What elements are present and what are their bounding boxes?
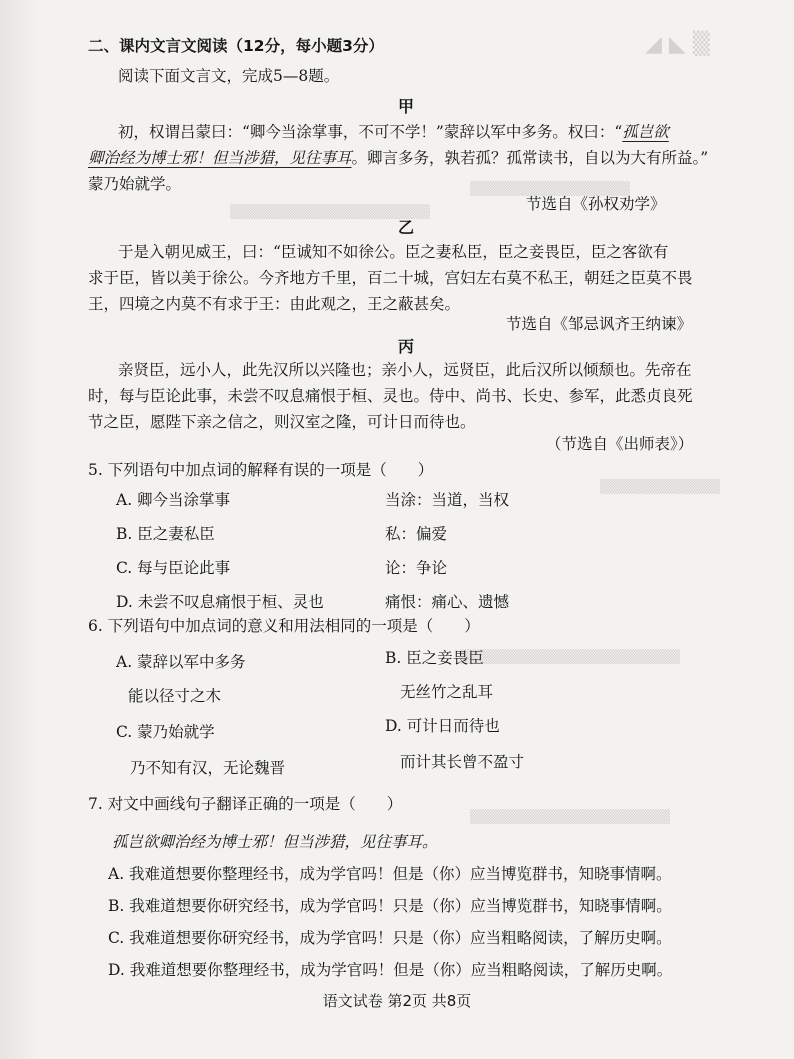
- q7-option-b: B. 我难道想要你研究经书，成为学官吗！只是（你）应当博览群书，知晓事情啊。: [108, 897, 672, 915]
- q6-option-d-pair: 而计其长曾不盈寸: [400, 753, 525, 771]
- q6-option-a-pair: 能以径寸之木: [128, 687, 222, 705]
- q5-option-d-explanation: 痛恨：痛心、遗憾: [385, 593, 510, 611]
- q5-option-b: B. 臣之妻私臣: [116, 525, 215, 543]
- q7-option-d: D. 我难道想要你整理经书，成为学官吗！但是（你）应当粗略阅读，了解历史啊。: [108, 961, 673, 979]
- q7-stem: 7. 对文中画线句子翻译正确的一项是（ ）: [88, 795, 403, 813]
- bleed-through-text: ▒▒▒▒▒▒▒▒▒▒▒▒▒▒▒▒: [470, 182, 630, 197]
- passage-bing-source: （节选自《出师表》）: [546, 435, 694, 453]
- passage-jia-line2: [88, 146, 708, 168]
- q6-option-c-pair: 乃不知有汉，无论魏晋: [130, 759, 286, 777]
- passage-jia-line3: 蒙乃始就学。: [88, 175, 182, 193]
- q6-stem: 6. 下列语句中加点词的意义和用法相同的一项是（ ）: [88, 617, 480, 635]
- q6-option-a: A. 蒙辞以军中多务: [116, 653, 246, 671]
- q7-option-c: C. 我难道想要你研究经书，成为学官吗！只是（你）应当粗略阅读，了解历史啊。: [108, 929, 672, 947]
- underlined-sentence: 卿治经为博士邪！但当涉猎，见往事耳: [88, 149, 352, 167]
- instruction-text: 阅读下面文言文，完成5—8题。: [118, 67, 340, 85]
- passage-jia-line2-text: 。卿言多务，孰若孤？孤常读书，自以为大有所益。”: [351, 149, 709, 167]
- q5-option-c: C. 每与臣论此事: [116, 559, 231, 577]
- bleed-through-text: ▒▒▒▒▒▒▒▒▒▒▒▒▒▒▒▒▒▒▒▒: [230, 205, 430, 220]
- passage-bing-line3: 节之臣，愿陛下亲之信之，则汉室之隆，可计日而待也。: [88, 413, 476, 431]
- passage-bing-line2: 时，每与臣论此事，未尝不叹息痛恨于桓、灵也。侍中、尚书、长史、参军，此悉贞良死: [88, 387, 693, 405]
- q7-option-a: A. 我难道想要你整理经书，成为学官吗！但是（你）应当博览群书，知晓事情啊。: [108, 865, 672, 883]
- passage-bing-line1: 亲贤臣，远小人，此先汉所以兴隆也；亲小人，远贤臣，此后汉所以倾颓也。先帝在: [118, 361, 692, 379]
- q5-stem: 5. 下列语句中加点词的解释有误的一项是（ ）: [88, 461, 434, 479]
- q6-option-b: B. 臣之妾畏臣: [385, 649, 484, 667]
- bleed-through-text: ▒▒▒▒▒▒▒▒▒▒▒▒▒▒▒▒▒▒▒▒▒▒: [460, 650, 680, 665]
- q5-option-a: A. 卿今当涂掌事: [116, 491, 231, 509]
- page-edge-shadow: [0, 0, 40, 1059]
- passage-bing-label: 丙: [398, 337, 415, 356]
- passage-yi-line1: 于是入朝见威王，曰：“臣诚知不如徐公。臣之妻私臣，臣之妾畏臣，臣之客欲有: [118, 243, 669, 261]
- passage-jia-line1: [118, 120, 669, 142]
- passage-yi-line2: 求于臣，皆以美于徐公。今齐地方千里，百二十城，宫妇左右莫不私王，朝廷之臣莫不畏: [88, 269, 693, 287]
- underlined-sentence-start: 孤岂欲: [622, 123, 669, 141]
- passage-yi-label: 乙: [398, 218, 415, 237]
- passage-yi-line3: 王，四境之内莫不有求于王：由此观之，王之蔽甚矣。: [88, 295, 461, 313]
- passage-jia-line1-text: 初，权谓吕蒙曰：“卿今当涂掌事，不可不学！”蒙辞以军中多务。权曰：“: [118, 123, 623, 141]
- q7-quoted-sentence: 孤岂欲卿治经为博士邪！但当涉猎，见往事耳。: [112, 833, 438, 851]
- page-footer: 语文试卷 第2页 共8页: [322, 992, 472, 1010]
- q5-option-a-explanation: 当涂：当道，当权: [385, 491, 510, 509]
- q5-option-b-explanation: 私：偏爱: [385, 525, 448, 543]
- q5-option-c-explanation: 论：争论: [385, 559, 448, 577]
- q6-option-d: D. 可计日而待也: [385, 717, 500, 735]
- q5-option-d: D. 未尝不叹息痛恨于桓、灵也: [116, 593, 324, 611]
- q6-option-c: C. 蒙乃始就学: [116, 723, 215, 741]
- section-title: 二、课内文言文阅读（12分，每小题3分）: [88, 37, 384, 55]
- passage-jia-label: 甲: [398, 97, 415, 116]
- bleed-through-text: ◢ ◣ ▒: [645, 32, 710, 57]
- passage-yi-source: 节选自《邹忌讽齐王纳谏》: [506, 315, 693, 333]
- bleed-through-text: ▒▒▒▒▒▒▒▒▒▒▒▒: [600, 480, 720, 495]
- bleed-through-text: ▒▒▒▒▒▒▒▒▒▒▒▒▒▒▒▒▒▒▒▒: [470, 810, 670, 825]
- passage-jia-source: 节选自《孙权劝学》: [526, 195, 666, 213]
- q6-option-b-pair: 无丝竹之乱耳: [400, 683, 494, 701]
